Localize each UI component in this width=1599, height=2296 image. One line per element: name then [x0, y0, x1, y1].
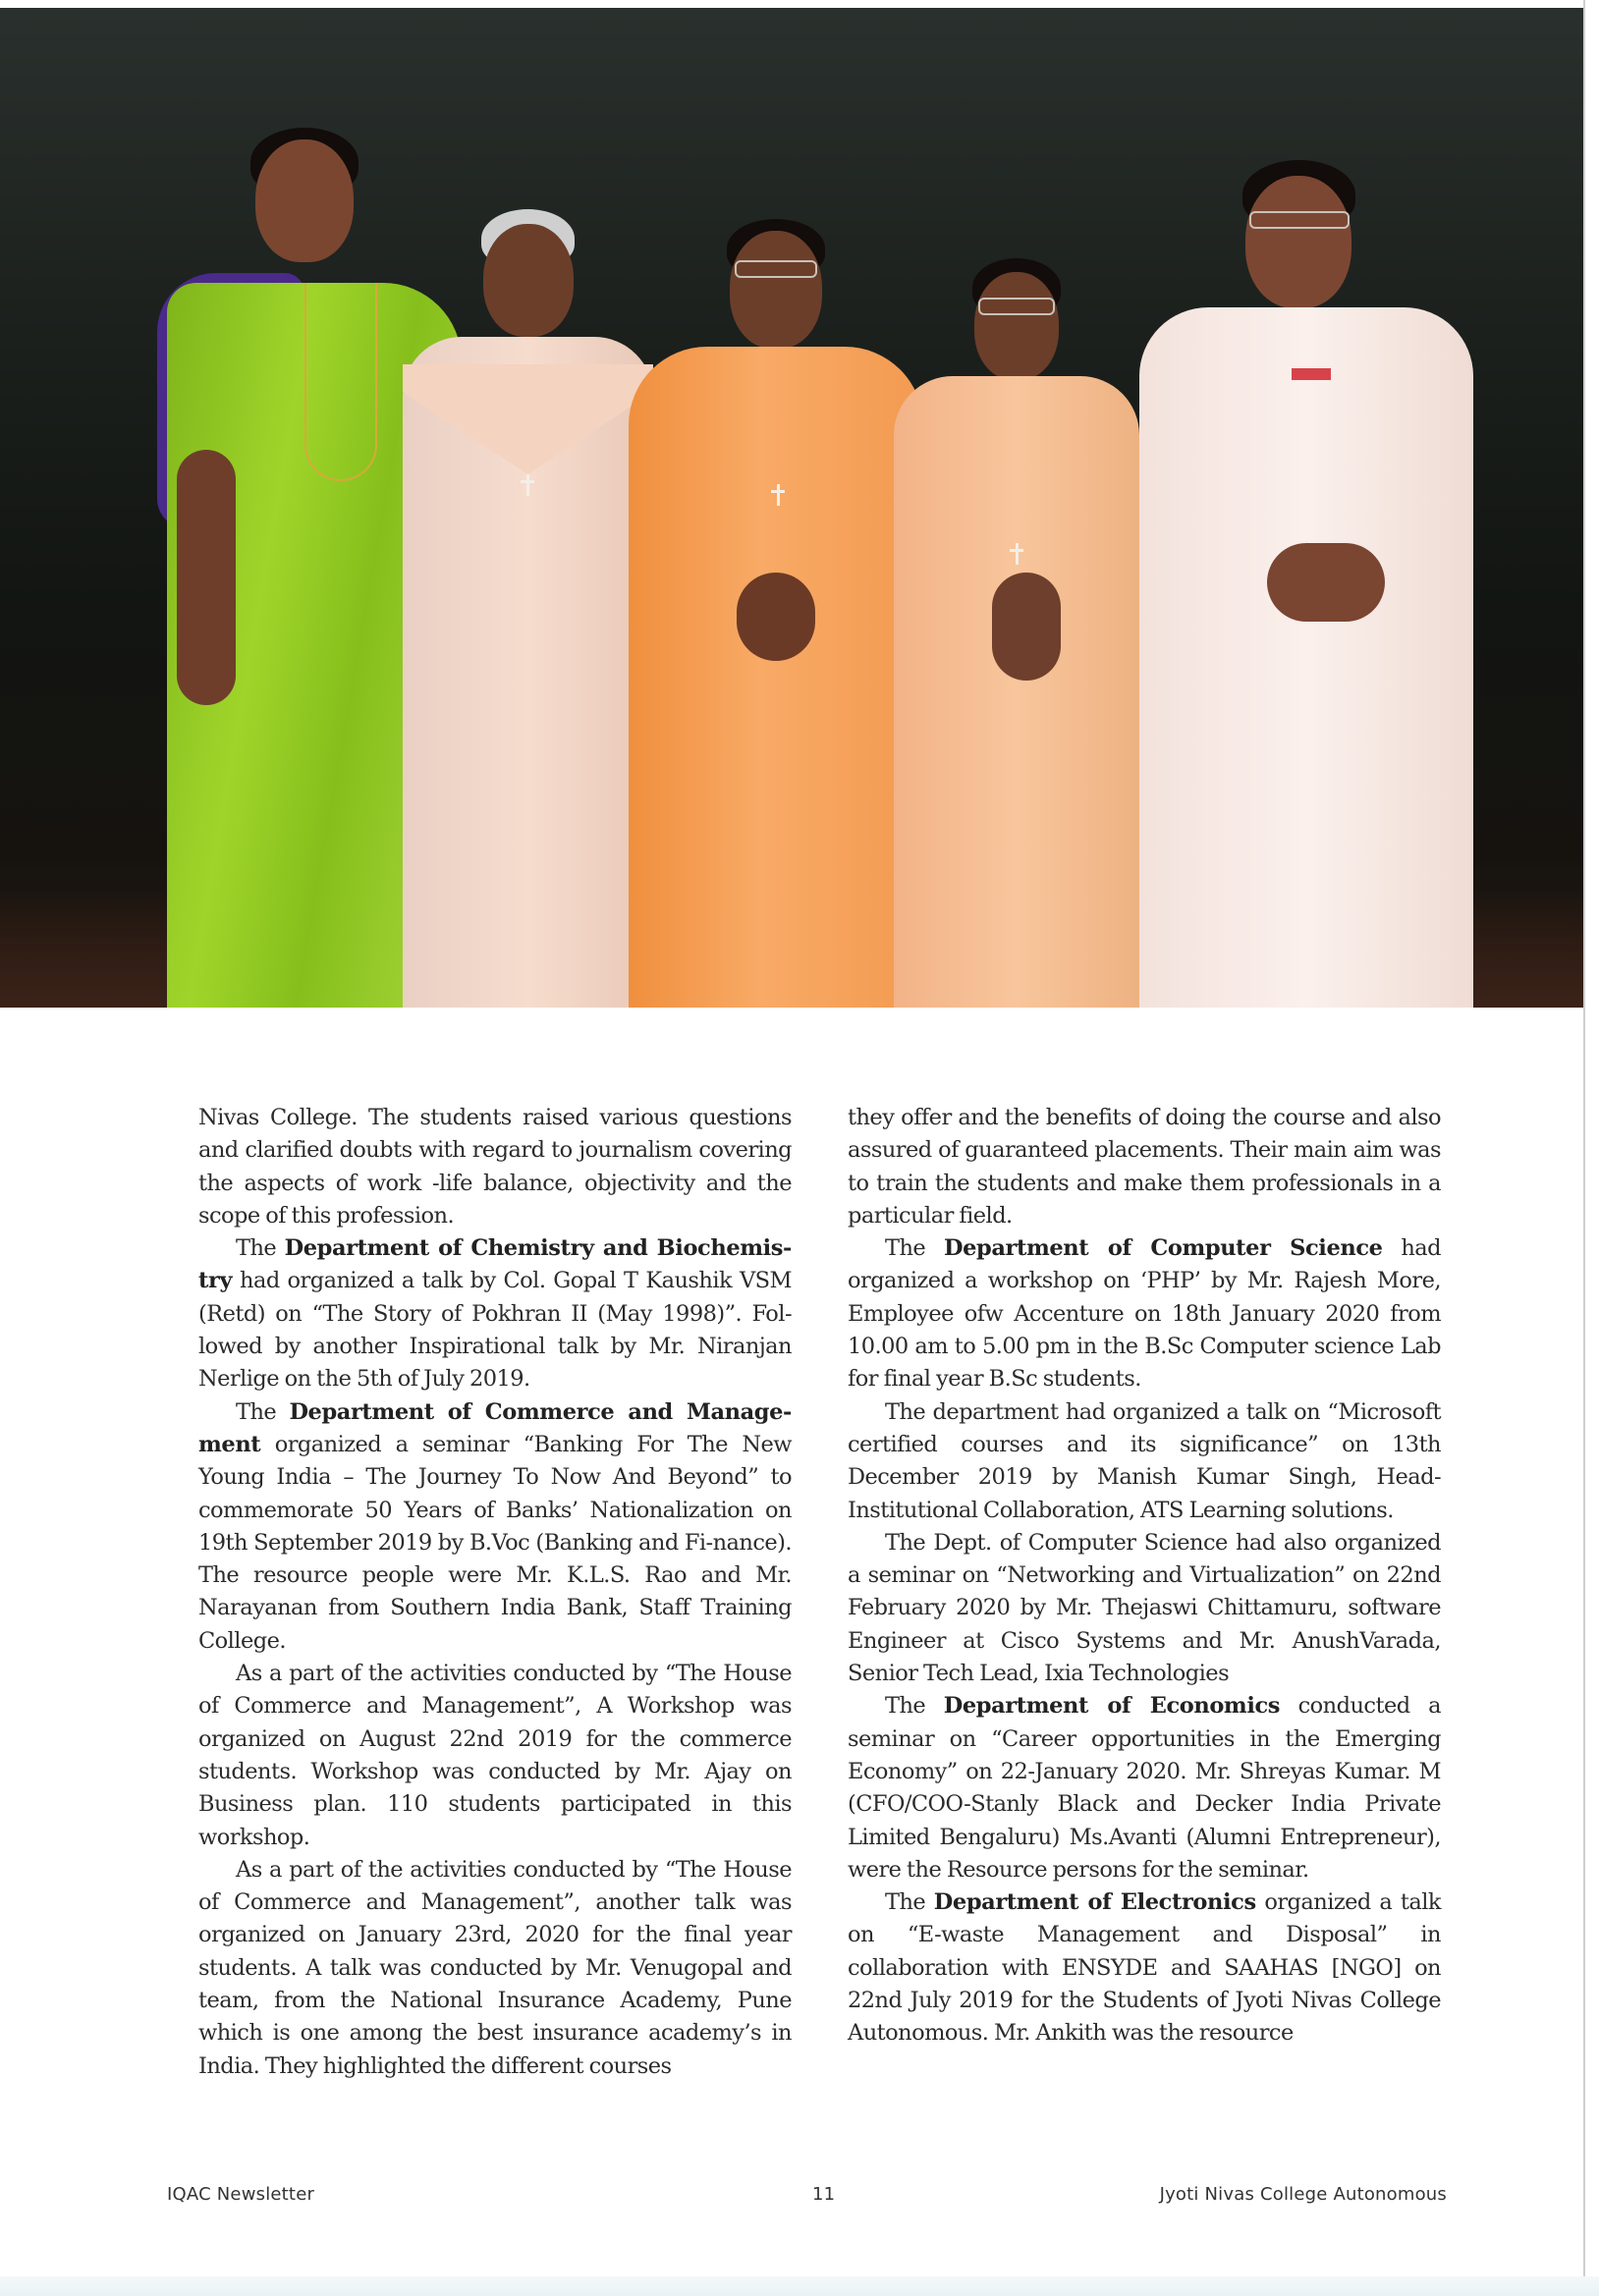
person-white-saree — [1139, 160, 1503, 1008]
paragraph-text: As a part of the activities conducted by “The House of Commerce and Management”, A Workshop was organized on August 22nd 2019 for the commerce students. Workshop was conducted by Mr. Ajay on Business plan. 110 students participated in this workshop. — [198, 1661, 792, 1850]
paragraph-text: As a part of the activities conducted by “The House of Commerce and Management”, another talk was organized on January 23rd, 2020 for the final year students. A talk was conducted by Mr. Venugopal and team, from the National Insurance Academy, Pune which is one among the best insurance academy’s in India. They highlighted the different courses — [198, 1856, 792, 2079]
article-paragraph — [848, 1527, 1441, 1690]
face — [483, 224, 574, 337]
article-paragraph — [848, 1102, 1441, 1232]
footer-institution-name: Jyoti Nivas College Autonomous — [1159, 2184, 1447, 2205]
face — [730, 231, 822, 349]
person-pink-habit — [403, 209, 658, 1008]
paragraph-text: The Dept. of Computer Science had also organized a seminar on “Networking and Virtualization” on 22nd February 2020 by Mr. Thejaswi Chittamuru, software Engineer at Cisco Systems and Mr. AnushVarada, Senior Tech Lead, Ixia Technologies — [848, 1529, 1441, 1687]
paragraph-text: they offer and the benefits of doing the course and also assured of guaranteed placements. Their main aim was to train the students and make them professionals in a particular field. — [848, 1105, 1441, 1229]
article-column-right — [848, 1102, 1441, 2050]
paragraph-text: The — [885, 1889, 934, 1916]
article-paragraph — [198, 1232, 792, 1395]
article-paragraph — [848, 1886, 1441, 2050]
group-photo — [0, 8, 1585, 1008]
article-paragraph — [848, 1690, 1441, 1886]
glasses — [978, 298, 1055, 315]
scan-page-edge — [1583, 0, 1585, 2278]
paragraph-text: The — [236, 1398, 290, 1425]
person-orange-habit — [629, 219, 923, 1008]
paragraph-text: had organized a workshop on ‘PHP’ by Mr. Rajesh More, Employee ofw Accenture on 18th January 2020 from 10.00 am to 5.00 pm in the B.Sc Computer science Lab for final year B.Sc students. — [848, 1235, 1441, 1393]
hands — [992, 573, 1061, 681]
department-name: Department of Chemistry and Biochemis-try — [198, 1235, 792, 1294]
article-paragraph — [198, 1396, 792, 1658]
article-column-left — [198, 1102, 792, 2083]
paragraph-text: Nivas College. The students raised various questions and clarified doubts with regard to journalism covering the aspects of work -life balance, objectivity and the scope of this profession. — [198, 1105, 792, 1229]
paragraph-text: The — [885, 1693, 944, 1720]
article-paragraph — [198, 1658, 792, 1854]
article-paragraph — [848, 1396, 1441, 1527]
glasses — [735, 260, 817, 278]
habit — [894, 376, 1139, 1008]
cross-pendant — [1010, 543, 1023, 565]
face — [255, 139, 354, 262]
paragraph-text: organized a seminar “Banking For The New Young India – The Journey To Now And Beyond” to commemorate 50 Years of Banks’ Nationalization on 19th September 2019 by B.Voc (Banking and Fi-nance). The resource people were Mr. K.L.S. Rao and Mr. Narayanan from Southern India Bank, Staff Training College. — [198, 1431, 792, 1654]
paragraph-text: had organized a talk by Col. Gopal T Kaushik VSM (Retd) on “The Story of Pokhran II (May 1998)”. Fol-lowed by another Inspirational talk by Mr. Niranjan Nerlige on the 5th of July 2019. — [198, 1268, 792, 1393]
habit — [629, 347, 923, 1008]
hands — [1267, 543, 1385, 622]
face — [1245, 176, 1351, 308]
hands — [737, 573, 815, 661]
arm — [177, 450, 236, 705]
paragraph-text: organized a talk on “E-waste Management and Disposal” in collaboration with ENSYDE and SAAHAS [NGO] on 22nd July 2019 for the Students of Jyoti Nivas College Autonomous. Mr. Ankith was the resource — [848, 1889, 1441, 2047]
cross-pendant — [521, 474, 534, 496]
saree — [1139, 307, 1473, 1008]
department-name: Department of Electronics — [933, 1889, 1256, 1916]
paragraph-text: conducted a seminar on “Career opportunities in the Emerging Economy” on 22-January 2020. Mr. Shreyas Kumar. M (CFO/COO-Stanly Black and Decker India Private Limited Bengaluru) Ms.Avanti (Alumni Entrepreneur), were the Resource persons for the seminar. — [848, 1693, 1441, 1883]
footer-page-number: 11 — [812, 2184, 836, 2205]
article-paragraph — [198, 1854, 792, 2083]
department-name: Department of Computer Science — [943, 1235, 1383, 1262]
cross-pendant — [771, 484, 785, 506]
face — [974, 272, 1059, 380]
paragraph-text: The department had organized a talk on “Microsoft certified courses and its significance” on 13th December 2019 by Manish Kumar Singh, Head-Institutional Collaboration, ATS Learning solutions. — [848, 1398, 1441, 1523]
department-name: Department of Economics — [943, 1693, 1281, 1720]
necklace — [304, 283, 377, 481]
article-paragraph — [848, 1232, 1441, 1395]
department-name: Department of Commerce and Manage-ment — [198, 1398, 792, 1457]
glasses — [1249, 211, 1350, 229]
paragraph-text: The — [236, 1235, 285, 1262]
scan-bottom-margin — [0, 2276, 1599, 2296]
paragraph-text: The — [885, 1235, 944, 1262]
person-light-orange-habit — [894, 258, 1139, 1008]
article-paragraph — [198, 1102, 792, 1232]
name-badge — [1292, 368, 1331, 380]
footer-publication-name: IQAC Newsletter — [167, 2184, 315, 2205]
